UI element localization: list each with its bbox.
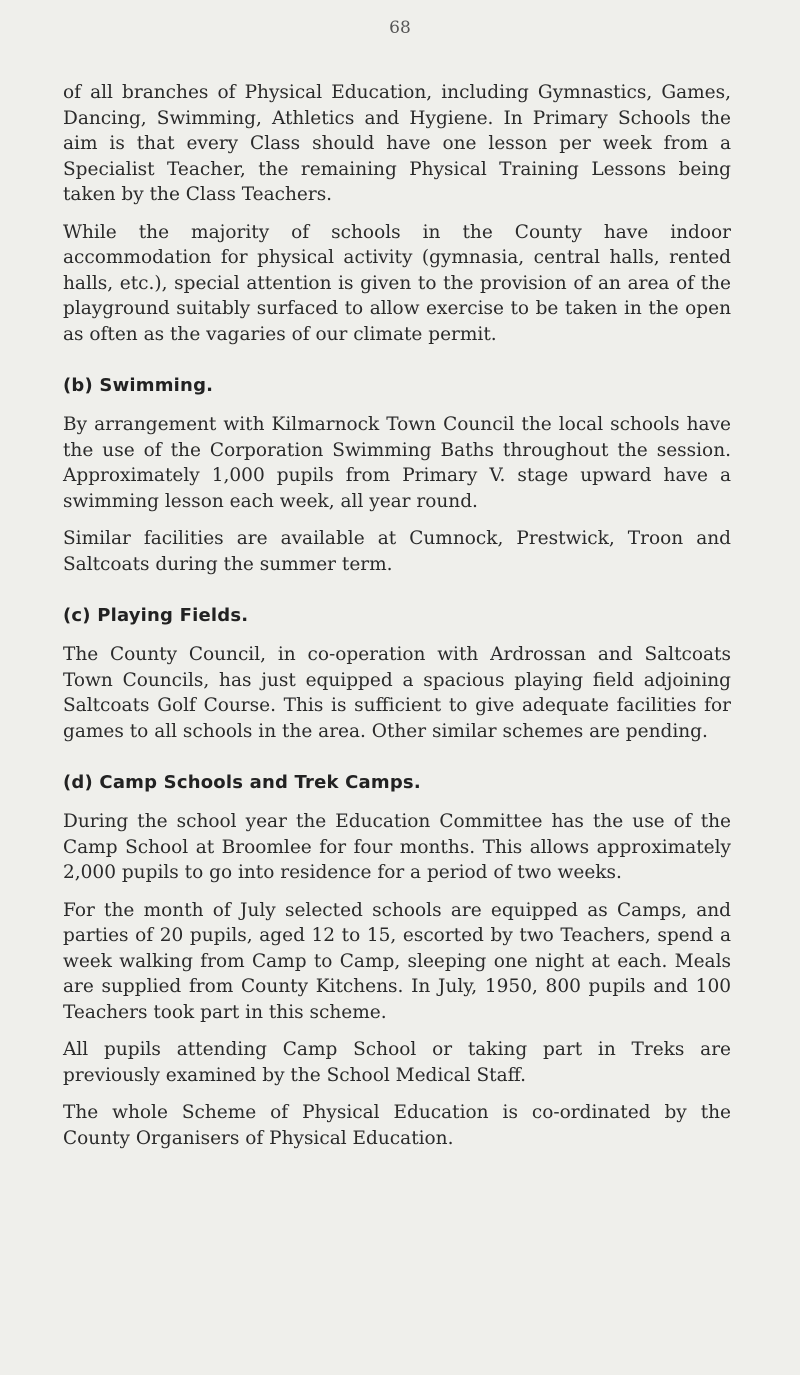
- swimming-paragraph-1: By arrangement with Kilmarnock Town Council the local schools have the use of the Corporation Swimming Baths throughout the session. Approximately 1,000 pupils from Primary V. stage upward have a swimming lesson each week, all year round.: [63, 414, 731, 512]
- camp-paragraph-2: For the month of July selected schools are equipped as Camps, and parties of 20 pupils, aged 12 to 15, escorted by two Teachers, spend a week walking from Camp to Camp, sleeping one night at each. Meals are supplied from County Kitchens. In July, 1950, 800 pupils and 100 Teachers took part in this scheme.: [63, 899, 731, 1023]
- intro-paragraph-1: of all branches of Physical Education, including Gymnastics, Games, Dancing, Swimming, Athletics and Hygiene. In Primary Schools the aim is that every Class should have one lesson per week from a Specialist Teacher, the remaining Physical Training Lessons being taken by the Class Teachers.: [63, 82, 731, 205]
- playing-fields-paragraph-1: The County Council, in co-operation with Ardrossan and Saltcoats Town Councils, has just equipped a spacious playing field adjoining Saltcoats Golf Course. This is sufficient to give adequate facilities for games to all schools in the area. Other similar schemes are pending.: [63, 644, 731, 742]
- camp-paragraph-1: During the school year the Education Committee has the use of the Camp School at Broomlee for four months. This allows approximately 2,000 pupils to go into residence for a period of two weeks.: [63, 811, 731, 883]
- swimming-paragraph-2: Similar facilities are available at Cumnock, Prestwick, Troon and Saltcoats during the summer term.: [63, 528, 731, 575]
- section-heading-swimming: (b) Swimming.: [63, 375, 214, 396]
- section-heading-playing-fields: (c) Playing Fields.: [63, 605, 249, 626]
- section-heading-camp-schools: (d) Camp Schools and Trek Camps.: [63, 772, 421, 793]
- camp-paragraph-3: All pupils attending Camp School or taking part in Treks are previously examined by the School Medical Staff.: [63, 1039, 731, 1086]
- body-text: [63, 80, 731, 1163]
- camp-paragraph-4: The whole Scheme of Physical Education is co-ordinated by the County Organisers of Physical Education.: [63, 1102, 731, 1149]
- intro-paragraph-2: While the majority of schools in the County have indoor accommodation for physical activity (gymnasia, central halls, rented halls, etc.), special attention is given to the provision of an area of the playground suitably surfaced to allow exercise to be taken in the open as often as the vagaries of our climate permit.: [63, 221, 731, 345]
- page-number: 68: [389, 18, 411, 38]
